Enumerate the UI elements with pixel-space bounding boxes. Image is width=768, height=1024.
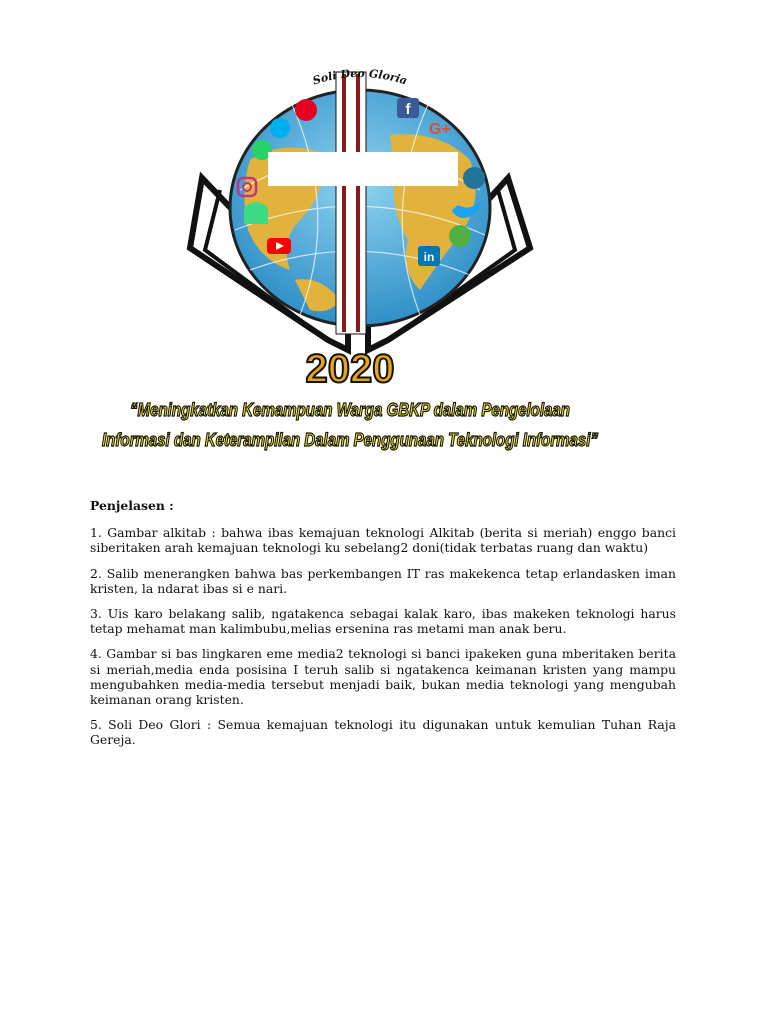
google-plus-icon: G+ xyxy=(429,121,451,138)
wordpress-icon xyxy=(463,167,485,189)
explanation-section xyxy=(90,498,676,758)
explanation-item-5: 5. Soli Deo Glori : Semua kemajuan teknologi itu digunakan untuk kemulian Tuhan Raja Gereja. xyxy=(90,717,676,748)
explanation-item-2: 2. Salib menerangken bahwa bas perkembangen IT ras makekenca tetap erlandasken iman kristen, la ndarat ibas si e nari. xyxy=(90,565,676,596)
explanation-heading: Penjelasen : xyxy=(90,498,174,513)
gbkp-2020-logo xyxy=(90,60,610,470)
android-icon xyxy=(244,202,268,224)
tagline-line-1: “Meningkatkan Kemampuan Warga GBKP dalam Pengelolaan xyxy=(130,400,570,420)
explanation-item-1: 1. Gambar alkitab : bahwa ibas kemajuan teknologi Alkitab (berita si meriah) enggo banci siberitaken arah kemajuan teknologi ku sebelang2 doni(tidak terbatas ruang dan waktu) xyxy=(90,525,676,556)
explanation-item-3: 3. Uis karo belakang salib, ngatakenca sebagai kalak karo, ibas makeken teknologi harus tetap mehamat man kalimbubu,melias ersenina ras metami man anak beru. xyxy=(90,606,676,637)
svg-text:in: in xyxy=(423,250,435,264)
soli-deo-gloria-arc: Soli Deo Gloria xyxy=(311,66,409,88)
explanation-item-4: 4. Gambar si bas lingkaren eme media2 teknologi si banci ipakeken guna mberitaken berita si meriah,media enda posisina I teruh salib si ngatakenca keimanan kristen yang mampu mengubahken media-media tersebut menjadi baik, bukan media teknologi yang mengubah keimanan orang kristen. xyxy=(90,646,676,708)
svg-text:f: f xyxy=(405,101,411,118)
logo-graphic xyxy=(90,60,610,470)
year-label: 2020 xyxy=(305,347,395,391)
pinterest-icon xyxy=(295,99,317,121)
tagline-line-2: Informasi dan Keterampilan Dalam Penggunaan Teknologi Informasi” xyxy=(102,430,598,450)
xbox-icon xyxy=(449,225,471,247)
skype-icon xyxy=(270,118,290,138)
